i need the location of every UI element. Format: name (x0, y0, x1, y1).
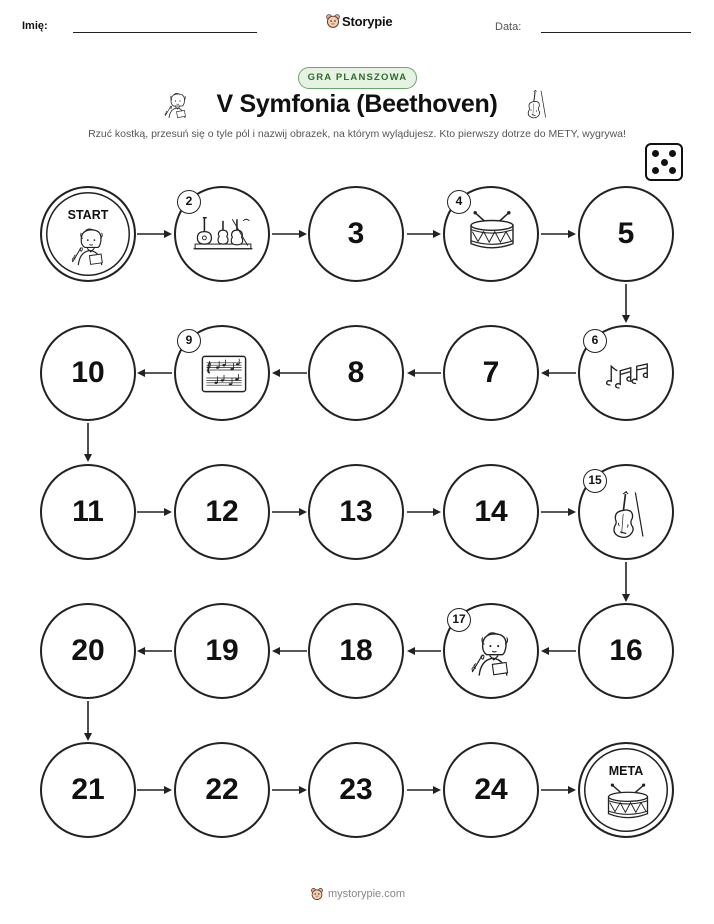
field-number: 20 (71, 634, 105, 667)
mascot-icon (310, 887, 324, 901)
board-field-8 (308, 325, 404, 421)
brand-name: Storypie (342, 14, 393, 29)
drum-icon (602, 782, 654, 822)
name-label: Imię: (22, 20, 48, 32)
sheet-music-icon (200, 353, 248, 395)
board-field-20 (40, 603, 136, 699)
board-field-18 (308, 603, 404, 699)
board-field-3 (308, 186, 404, 282)
footer-url[interactable]: mystorypie.com (328, 888, 406, 900)
field-number: 18 (339, 634, 373, 667)
field-number-badge: 6 (583, 329, 607, 353)
date-label: Data: (495, 21, 522, 33)
field-number: 8 (347, 356, 365, 389)
field-number: 3 (347, 217, 365, 250)
board-field-start (40, 186, 136, 282)
field-number: 23 (339, 773, 373, 806)
music-notes-icon (604, 361, 650, 391)
composer-portrait-icon (467, 627, 519, 679)
category-badge: GRA PLANSZOWA (298, 67, 417, 89)
board-field-10 (40, 325, 136, 421)
instructions: Rzuć kostką, przesuń się o tyle pól i nazwij obrazek, na którym wylądujesz. Kto pierwszy dotrze do METY, wygrywa! (88, 128, 626, 140)
finish-label: META (608, 764, 644, 778)
field-number-badge: 4 (447, 190, 471, 214)
date-line[interactable] (541, 32, 691, 33)
violin-icon (523, 89, 549, 121)
name-line[interactable] (73, 32, 257, 33)
field-number: 22 (205, 773, 239, 806)
field-number-badge: 15 (583, 469, 607, 493)
field-number: 12 (205, 495, 239, 528)
field-number: 21 (71, 773, 105, 806)
drum-icon (464, 210, 520, 252)
mascot-icon (325, 13, 341, 29)
violin-icon (608, 488, 646, 544)
composer-portrait-icon (68, 224, 112, 268)
board-field-11 (40, 464, 136, 560)
field-number: 24 (474, 773, 508, 806)
dice-icon (645, 143, 683, 181)
field-number-badge: 2 (177, 190, 201, 214)
board-field-7 (443, 325, 539, 421)
board-field-22 (174, 742, 270, 838)
page-title: V Symfonia (Beethoven) (216, 90, 498, 118)
board-field-finish (578, 742, 674, 838)
start-label: START (67, 208, 109, 222)
brand-logo (325, 13, 395, 33)
field-number: 16 (609, 634, 643, 667)
field-number-badge: 9 (177, 329, 201, 353)
board-field-16 (578, 603, 674, 699)
field-number: 14 (474, 495, 508, 528)
board-field-14 (443, 464, 539, 560)
field-number: 7 (482, 356, 500, 389)
board-field-12 (174, 464, 270, 560)
field-number: 10 (71, 356, 105, 389)
instruments-icon (192, 214, 254, 254)
field-number: 13 (339, 495, 373, 528)
board-field-5 (578, 186, 674, 282)
field-number: 5 (617, 217, 635, 250)
field-number: 19 (205, 634, 239, 667)
board-field-21 (40, 742, 136, 838)
board-field-23 (308, 742, 404, 838)
field-number: 11 (72, 495, 104, 528)
board-field-24 (443, 742, 539, 838)
board-field-13 (308, 464, 404, 560)
field-number-badge: 17 (447, 608, 471, 632)
board-field-19 (174, 603, 270, 699)
